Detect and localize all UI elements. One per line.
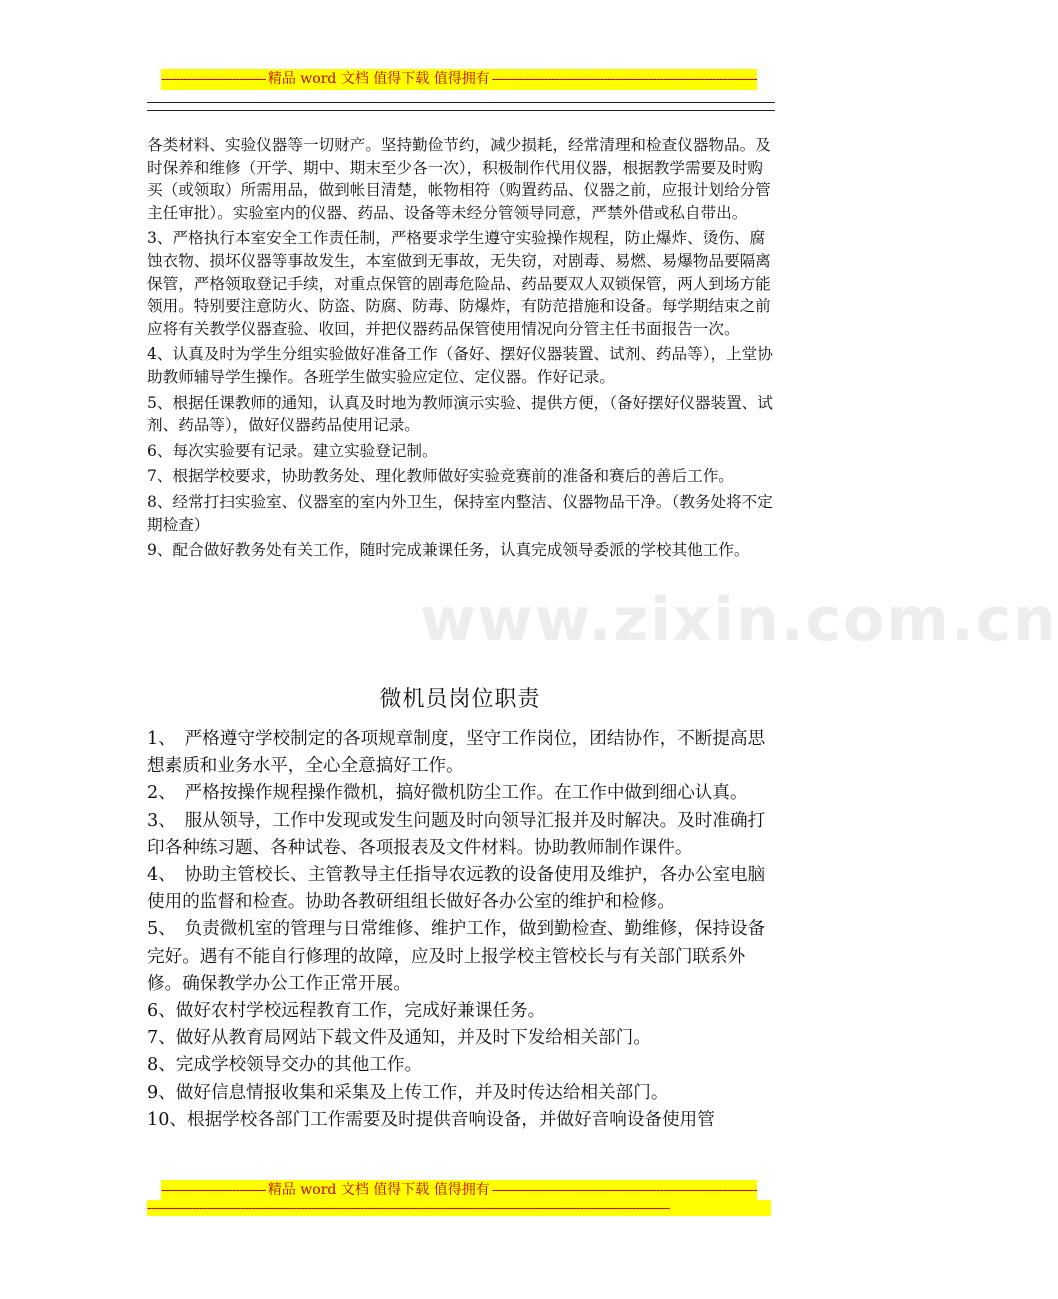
list-item: 10、根据学校各部门工作需要及时提供音响设备，并做好音响设备使用管 <box>147 1109 715 1130</box>
paragraph: 3、严格执行本室安全工作责任制，严格要求学生遵守实验操作规程，防止爆炸、烫伤、腐蚀衣物、损坏仪器等事故发生，本室做到无事故，无失窃，对剧毒、易燃、易爆物品要隔离保管，严格领取登记手续，对重点保管的剧毒危险品、药品要双人双锁保管，两人到场方能领用。特别要注意防火、防盗、防腐、防毒、防爆炸，有防范措施和设备。每学期结束之前应将有关教学仪器查验、收回，并把仪器药品保管使用情况向分管主任书面报告一次。 <box>147 229 771 338</box>
list-item: 4、 协助主管校长、主管教导主任指导农远教的设备使用及维护，各办公室电脑使用的监督和检查。协助各教研组组长做好各办公室的维护和检修。 <box>147 865 766 913</box>
header-dashes-left: ---------------------------- <box>161 71 266 87</box>
header-dashes-right: ----------------------------------------------------------------------- <box>491 71 757 87</box>
paragraph: 8、经常打扫实验室、仪器室的室内外卫生，保持室内整洁、仪器物品干净。（教务处将不定期检查） <box>147 492 773 534</box>
footer-dash-line: -------------------------------------------------------------------------------------------------------------------------------------------- <box>147 1200 771 1216</box>
paragraph: 6、每次实验要有记录。建立实验登记制。 <box>147 441 438 460</box>
header-rule <box>147 110 775 111</box>
lab-duties-section <box>147 134 775 562</box>
section-title: 微机员岗位职责 <box>379 687 541 712</box>
list-item: 5、 负责微机室的管理与日常维修、维护工作，做到勤检查、勤维修，保持设备完好。遇有不能自行修理的故障，应及时上报学校主管校长与有关部门联系外修。确保教学办公工作正常开展。 <box>147 919 766 994</box>
header-rule <box>147 102 775 103</box>
list-item: 6、做好农村学校远程教育工作，完成好兼课任务。 <box>147 1001 546 1022</box>
paragraph: 5、根据任课教师的通知，认真及时地为教师演示实验、提供方便，（备好摆好仪器装置、试剂、药品等），做好仪器药品使用记录。 <box>147 393 773 435</box>
paragraph: 9、配合做好教务处有关工作，随时完成兼课任务，认真完成领导委派的学校其他工作。 <box>147 541 750 560</box>
list-item: 1、 严格遵守学校制定的各项规章制度，坚守工作岗位，团结协作，不断提高思想素质和业务水平，全心全意搞好工作。 <box>147 729 766 777</box>
list-item: 2、 严格按操作规程操作微机，搞好微机防尘工作。在工作中做到细心认真。 <box>147 783 748 804</box>
paragraph: 7、根据学校要求，协助教务处、理化教师做好实验竞赛前的准备和赛后的善后工作。 <box>147 467 734 486</box>
header-banner-text: 精品 word 文档 值得下载 值得拥有 <box>267 71 490 87</box>
footer-banner-text: 精品 word 文档 值得下载 值得拥有 <box>267 1182 490 1198</box>
list-item: 9、做好信息情报收集和采集及上传工作，并及时传达给相关部门。 <box>147 1082 669 1103</box>
computer-operator-duties-section <box>147 726 779 1134</box>
footer-dashes-left: ---------------------------- <box>161 1182 266 1198</box>
paragraph: 各类材料、实验仪器等一切财产。坚持勤俭节约，减少损耗，经常清理和检查仪器物品。及时保养和维修（开学、期中、期末至少各一次），积极制作代用仪器，根据教学需要及时购买（或领取）所需用品，做到帐目清楚，帐物相符（购置药品、仪器之前，应报计划给分管主任审批）。实验室内的仪器、药品、设备等未经分管领导同意，严禁外借或私自带出。 <box>147 136 771 222</box>
list-item: 3、 服从领导，工作中发现或发生问题及时向领导汇报并及时解决。及时准确打印各种练习题、各种试卷、各项报表及文件材料。协助教师制作课件。 <box>147 810 766 858</box>
footer-dashes-right: ----------------------------------------------------------------------- <box>491 1182 757 1198</box>
list-item: 8、完成学校领导交办的其他工作。 <box>147 1055 423 1076</box>
header-banner <box>161 69 757 90</box>
list-item: 7、做好从教育局网站下载文件及通知，并及时下发给相关部门。 <box>147 1028 651 1049</box>
footer-banner <box>161 1180 757 1201</box>
watermark: www.zixin.com.cn <box>420 585 1058 655</box>
paragraph: 4、认真及时为学生分组实验做好准备工作（备好、摆好仪器装置、试剂、药品等），上堂协助教师辅导学生操作。各班学生做实验应定位、定仪器。作好记录。 <box>147 345 773 386</box>
